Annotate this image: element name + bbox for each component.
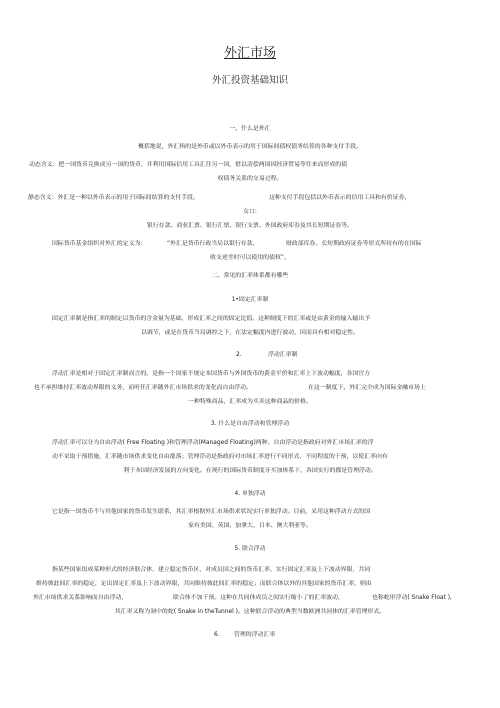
section-heading: 管理的浮动汇率	[234, 632, 276, 638]
paragraph-line: 静态含义：外汇是一种以外币表示的用于国际间结算的支付手段。	[28, 195, 199, 201]
paragraph-line: 财政部库券、长短期政府证券等形式所持有的在国际	[286, 241, 422, 247]
paragraph-line: 固定汇率制是指汇率的制定以货币的含金量为基础，形成汇率之间的固定比值。这种制度下的汇率或是由黄金的输入输出予	[52, 316, 371, 322]
paragraph-line: 女口:	[243, 209, 257, 215]
paragraph-line: 一种特殊商品，汇率成为买卖这种商品的价格。	[188, 399, 312, 405]
section-heading: 5. 联合浮动	[234, 546, 266, 552]
paragraph-line: “外汇是货币行政当局以银行存款、	[167, 241, 259, 247]
paragraph-line: 维持彼此间汇率的稳定，定出固定汇率及上下波动界限，共同维持彼此间汇率的稳定；而联合体以外的其他国家的货币汇率，则由	[36, 581, 372, 587]
paragraph-line: 浮动汇率是相对于固定汇率制而言的。是指一个国家不规定本国货币与外国货币的黄金平价和汇率上下波动幅度，各国官方	[52, 371, 371, 377]
paragraph-line: 国际货币基金组织对外汇的定义为：	[52, 241, 147, 247]
paragraph-line: 在这一制度下，外汇完全成为国际金融市场上	[308, 385, 426, 391]
paragraph-line: 也不承担维持汇率波动界限的义务，而听任汇率随外汇市场供求的变化而自由浮动。	[34, 385, 252, 391]
section-heading: 一、什么是外汇	[229, 126, 271, 132]
paragraph-line: 以调节，或是在货币当局调控之下，在法定幅度内进行波动，因而具有相对稳定性。	[141, 330, 359, 336]
paragraph-line: 也称蛇形浮动( Snake Float ),	[372, 595, 452, 601]
paragraph-line: 收支逆差时可以使用的债权”。	[210, 255, 290, 261]
paragraph-line: 外汇市场供求关系影响而自由浮动，	[33, 595, 128, 601]
paragraph-line: 动不采取干预措施，汇率随市场供求变化自由涨落；管理浮动是指政府对市场汇率进行不同形式、不同程度的干预，以使汇率向有	[52, 454, 388, 460]
section-heading: 1•固定汇率制	[231, 297, 269, 303]
paragraph-line: 家有美国、英国、加拿大、日本、澳大利亚等。	[188, 523, 312, 529]
paragraph-line: 这种支付手段包括以外币表示的信用工具和有价证券，	[269, 195, 411, 201]
section-heading: 2.	[236, 352, 242, 358]
section-heading: 6.	[214, 632, 220, 638]
paragraph-line: 权债务关系的交易过程。	[217, 176, 283, 182]
paragraph-line: 银行存款、商业汇票、银行汇票、银行支票、外国政府库券及其长短期证券等。	[146, 223, 354, 229]
paragraph-line: 动态含义：把一国货币兑换成另一国的货币，并利用国际信用工具汇往另一国，借以清偿两国因经济贸易等往来而形成的债	[29, 162, 348, 168]
section-heading: 浮动汇率制	[268, 352, 298, 358]
paragraph-line: 指某些国家组成某种形式的经济联合体，建立稳定货币区，对成员国之间的货币汇率，实行固定汇率及上下波动界限，共同	[52, 567, 371, 573]
paragraph-line: 其汇率又称为洞中的蛇( Snake in theTunnel )。这种联合浮动的典型当数欧洲共同体的汇率管理形式。	[114, 609, 386, 615]
document-title: 外汇市场	[223, 46, 276, 61]
section-heading: 3. 什么是自由浮动和管理浮动	[210, 421, 290, 427]
paragraph-line: 利于本国经济发展的方向变化。在现行的国际货币制度牙买加体系下，各国实行的都是管理浮动。	[123, 468, 377, 474]
section-heading: 4. 单独浮动	[234, 491, 266, 497]
document-subtitle: 外汇投资基础知识	[211, 75, 288, 86]
paragraph-line: 联合体不加干预。这种在共同体成员之间实行缩小了的汇率波动，	[173, 595, 344, 601]
section-heading: 二、常见的汇率体系都有哪些	[211, 273, 289, 279]
paragraph-line: 概括地说，外汇指的是外币或以外币表示的用于国际间债权债务结算的各种支付手段。	[138, 144, 362, 150]
paragraph-line: 浮动汇率可以分为自由浮动( Free Floating )和管理浮动(Managed Floating)两种。自由浮动是指政府对外汇市场汇率的浮	[52, 440, 374, 446]
paragraph-line: 它是指一国货币不与其他国家的货币发生联系，其汇率根据外汇市场供求状况实行单独浮动。目前，采用这种浮动方式的国	[52, 509, 371, 515]
